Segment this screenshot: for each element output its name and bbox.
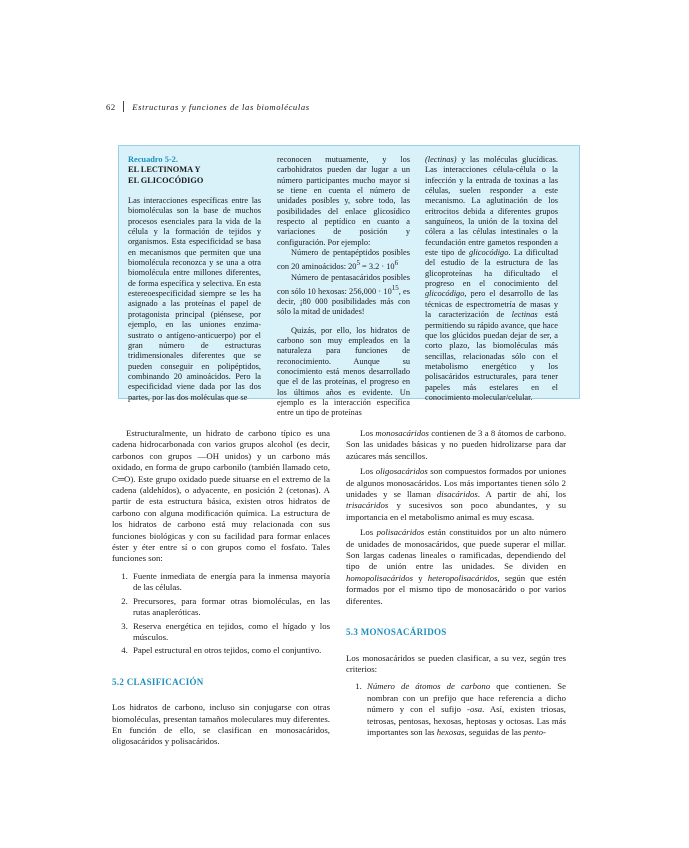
list-item: 2. Precursores, para formar otras biomoléculas, en las rutas anapleróticas. — [130, 596, 330, 619]
page-number: 62 — [106, 102, 116, 112]
body-paragraph: Los oligosacáridos son compuestos formados por uniones de algunos monosacáridos. Los más importantes tienen sólo 2 unidades y se llaman disacáridos. A partir de ahí, los trisacáridos y sucesivos son poco abundantes, y su importancia en el metabolismo animal es muy escasa. — [346, 466, 566, 522]
body-paragraph: Estructuralmente, un hidrato de carbono típico es una cadena hidrocarbonada con varios grupos alcohol (es decir, carbonos con grupos —OH unidos) y un carbono más oxidado, en forma de grupo carbonilo (también llamado ceto, C═O). Este grupo oxidado puede situarse en el extremo de la cadena (aldehídos), o adyacente, en posición 2 (cetonas). A partir de esta estructura básica, existen otros hidratos de carbono con alguna modificación química. La estructura de los hidratos de carbono está muy relacionada con sus funciones biológicas y con su facilidad para formar enlaces éster y éter entre sí o con grupos como el fosfato. Tales funciones son: — [112, 428, 330, 564]
box-paragraph: Quizás, por ello, los hidratos de carbono son muy empleados en la naturaleza para funciones de reconocimiento. Aunque su conocimiento está menos desarrollado que el de las proteínas, el progreso en los últimos años es evidente. Un ejemplo es la interacción específica entre un tipo de proteínas — [277, 325, 410, 418]
running-header — [106, 101, 310, 112]
body-paragraph: Los monosacáridos contienen de 3 a 8 átomos de carbono. Son las unidades básicas y no pueden hidrolizarse para dar azúcares más sencillos. — [346, 428, 567, 461]
functions-list — [112, 571, 330, 657]
body-paragraph: Los monosacáridos se pueden clasificar, a su vez, según tres criterios: — [346, 652, 566, 674]
box-paragraph-pentapeptides: Número de pentapéptidos posibles con 20 aminoácidos: $20^5 = 3.2 \cdot 10^6$ — [277, 248, 410, 272]
box-label: Recuadro 5-2. — [128, 155, 178, 164]
box-column-3 — [425, 155, 558, 403]
list-item: 1. Número de átomos de carbono que contienen. Se nombran con un prefijo que hace referencia a dicho número y con el sufijo -osa. Así, existen triosas, tetrosas, pentosas, hexosas, heptosas y octosas. Las más importantes son las hexosas, seguidas de las pento- — [364, 681, 566, 738]
box-paragraph-pentasaccharides: Número de pentasacáridos posibles con sólo 10 hexosas: $256,000 \cdot 10^{15}$, es decir, ¡80 000 posibilidades más con sólo la mitad de unidades! — [277, 272, 411, 317]
right-column — [346, 428, 566, 742]
criteria-list — [346, 681, 566, 738]
sidebar-box-5-2 — [118, 145, 580, 418]
section-heading-5-2: 5.2 CLASIFICACIÓN — [112, 676, 204, 687]
box-title-line2: EL GLICOCÓDIGO — [128, 175, 204, 185]
body-paragraph: Los polisacáridos están constituidos por un alto número de unidades de monosacáridos, que puede superar el millar. Son largas cadenas lineales o ramificadas, dependiendo del tipo de unión entre las unidades. Se dividen en homopolisacáridos y heteropolisacáridos, según que estén formados por el mismo tipo de monosacárido o por varios diferentes. — [346, 527, 567, 606]
box-paragraph: (lectinas) y las moléculas glucídicas. Las interacciones célula-célula o la infección y la entrada de toxinas a las células, suelen responder a este mecanismo. La aglutinación de los eritrocitos debida a diferentes grupos sanguíneos, la unión de la toxina del cólera a las células intestinales o la fecundación entre gametos responden a este tipo de glicocódigo. La dificultad del estudio de la estructura de las glicoproteínas ha dificultado el progreso en el conocimiento del glicocódigo, pero el desarrollo de las técnicas de espectrometría de masas y la caracterización de lectinas está permitiendo su rápido avance, que hace que los glúcidos puedan dejar de ser, a corto plazo, las biomoléculas más sencillas, relacionadas sólo con el metabolismo energético y los polisacáridos estructurales, para tener papeles más estelares en el conocimiento molecular/celular. — [425, 155, 559, 402]
section-heading-5-3: 5.3 MONOSACÁRIDOS — [346, 627, 447, 638]
box-paragraph: Las interacciones específicas entre las biomoléculas son la base de muchos procesos esenciales para la vida de la célula y la formación de tejidos y organismos. Esta especificidad se basa en mecanismos que permiten que una biomolécula reconozca y se una a otra biomolécula entre millones diferentes, de forma específica y selectiva. En esta estereoespecificidad siempre se les ha asignado a las proteínas el papel de protagonista principal (piénsese, por ejemplo, en las uniones enzima-sustrato o antígeno-anticuerpo) por el gran número de estructuras tridimensionales diferentes que se pueden conseguir en polipéptidos, combinando 20 aminoácidos. Pero la especificidad viene dada por las dos partes, por las dos moléculas que se — [128, 196, 261, 402]
list-item: 3. Reserva energética en tejidos, como el hígado y los músculos. — [130, 621, 330, 644]
left-column — [112, 428, 330, 752]
box-column-1 — [128, 155, 261, 403]
list-item: 1. Fuente inmediata de energía para la inmensa mayoría de las células. — [130, 571, 330, 594]
box-column-2 — [277, 155, 410, 419]
body-paragraph: Los hidratos de carbono, incluso sin conjugarse con otras biomoléculas, presentan tamaños moleculares muy diferentes. En función de ello, se clasifican en monosacáridos, oligosacáridos y polisacáridos. — [112, 702, 330, 747]
running-title: Estructuras y funciones de las biomoléculas — [132, 102, 310, 112]
box-paragraph: reconocen mutuamente, y los carbohidratos pueden dar lugar a un número participantes mucho mayor si se tiene en cuenta el número de unidades posibles y, sobre todo, las posibilidades del enlace glicosídico respecto al peptídico en cuanto a variaciones de posición y configuración. Por ejemplo: — [277, 155, 410, 247]
box-title-line1: EL LECTINOMA Y — [128, 165, 201, 175]
list-item: 4. Papel estructural en otros tejidos, como el conjuntivo. — [130, 645, 330, 656]
header-divider — [123, 101, 124, 112]
